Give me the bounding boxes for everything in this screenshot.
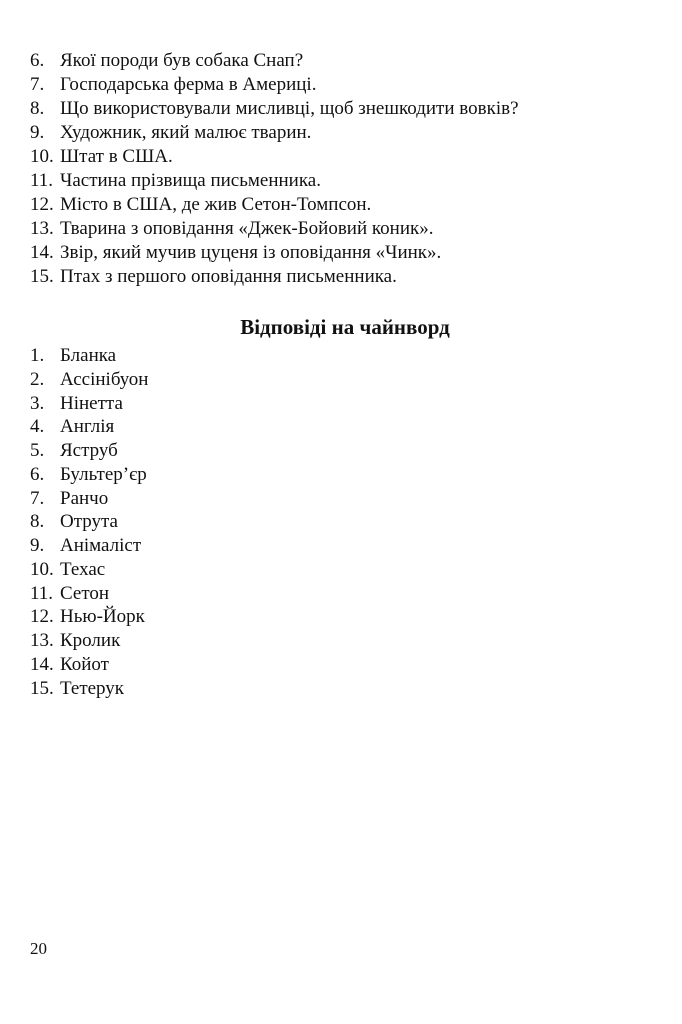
item-text: Нью-Йорк: [60, 606, 145, 628]
list-item: [30, 241, 660, 265]
list-item: [30, 73, 660, 97]
item-number: 6.: [30, 463, 45, 485]
item-number: 13.: [30, 630, 54, 651]
list-item: [30, 582, 430, 606]
answer-list: [30, 344, 430, 700]
item-number: 14.: [30, 653, 54, 675]
list-item: [30, 169, 660, 193]
item-number: 10.: [30, 146, 54, 167]
item-number: 7.: [30, 74, 45, 95]
item-text: Отрута: [60, 511, 118, 533]
item-text: Птах з першого оповідання письменника.: [60, 266, 397, 287]
item-number: 6.: [30, 50, 45, 71]
list-item: [30, 558, 430, 582]
list-item: [30, 463, 430, 487]
item-text: Сетон: [60, 582, 110, 604]
question-list: [30, 49, 660, 289]
page-number: 20: [30, 939, 47, 958]
list-item: [30, 653, 430, 677]
list-item: [30, 121, 660, 145]
item-number: 15.: [30, 266, 54, 287]
list-item: [30, 392, 430, 416]
item-text: Койот: [60, 653, 109, 675]
item-text: Англія: [60, 416, 115, 438]
item-text: Бланка: [60, 345, 117, 366]
item-text: Місто в США, де жив Сетон-Томпсон.: [60, 194, 372, 215]
item-number: 15.: [30, 677, 54, 699]
list-item: [30, 344, 430, 368]
item-text: Техас: [60, 558, 106, 580]
item-number: 2.: [30, 368, 45, 390]
item-number: 13.: [30, 218, 54, 239]
list-item: [30, 439, 430, 463]
item-text: Анімаліст: [60, 535, 142, 556]
list-item: [30, 487, 430, 511]
item-number: 4.: [30, 416, 45, 438]
item-text: Господарська ферма в Америці.: [60, 74, 317, 95]
item-text: Нінетта: [60, 392, 123, 414]
item-text: Що використовували мисливці, щоб знешкодити вовків?: [60, 98, 519, 119]
item-text: Ассінібуон: [60, 368, 149, 390]
item-text: Тварина з оповідання «Джек-Бойовий коник».: [60, 218, 434, 239]
item-number: 11.: [30, 582, 54, 604]
item-number: 8.: [30, 98, 45, 119]
list-item: [30, 605, 430, 629]
item-text: Звір, який мучив цуценя із оповідання «Чинк».: [60, 242, 442, 263]
list-item: [30, 415, 430, 439]
list-item: [30, 193, 660, 217]
list-item: [30, 145, 660, 169]
item-number: 14.: [30, 242, 54, 263]
list-item: [30, 217, 660, 241]
section-heading: Відповіді на чайнворд: [240, 315, 450, 339]
item-text: Тетерук: [60, 677, 125, 699]
item-number: 12.: [30, 194, 54, 215]
item-number: 3.: [30, 392, 45, 414]
list-item: [30, 510, 430, 534]
item-number: 10.: [30, 558, 54, 580]
item-text: Кролик: [60, 630, 121, 651]
item-number: 11.: [30, 170, 54, 191]
item-text: Якої породи був собака Снап?: [60, 50, 304, 71]
item-text: Штат в США.: [60, 146, 173, 167]
list-item: [30, 265, 660, 289]
item-number: 5.: [30, 440, 45, 461]
item-number: 9.: [30, 535, 45, 556]
list-item: [30, 49, 660, 73]
item-number: 12.: [30, 606, 54, 628]
list-item: [30, 97, 660, 121]
item-number: 8.: [30, 511, 45, 533]
item-number: 7.: [30, 487, 45, 509]
item-text: Художник, який малює тварин.: [60, 122, 312, 143]
item-number: 9.: [30, 122, 45, 143]
item-text: Ранчо: [60, 487, 109, 509]
item-text: Яструб: [60, 440, 118, 461]
list-item: [30, 677, 430, 701]
item-text: Бультер’єр: [60, 463, 147, 485]
list-item: [30, 368, 430, 392]
list-item: [30, 629, 430, 653]
list-item: [30, 534, 430, 558]
item-number: 1.: [30, 345, 45, 366]
item-text: Частина прізвища письменника.: [60, 170, 321, 191]
